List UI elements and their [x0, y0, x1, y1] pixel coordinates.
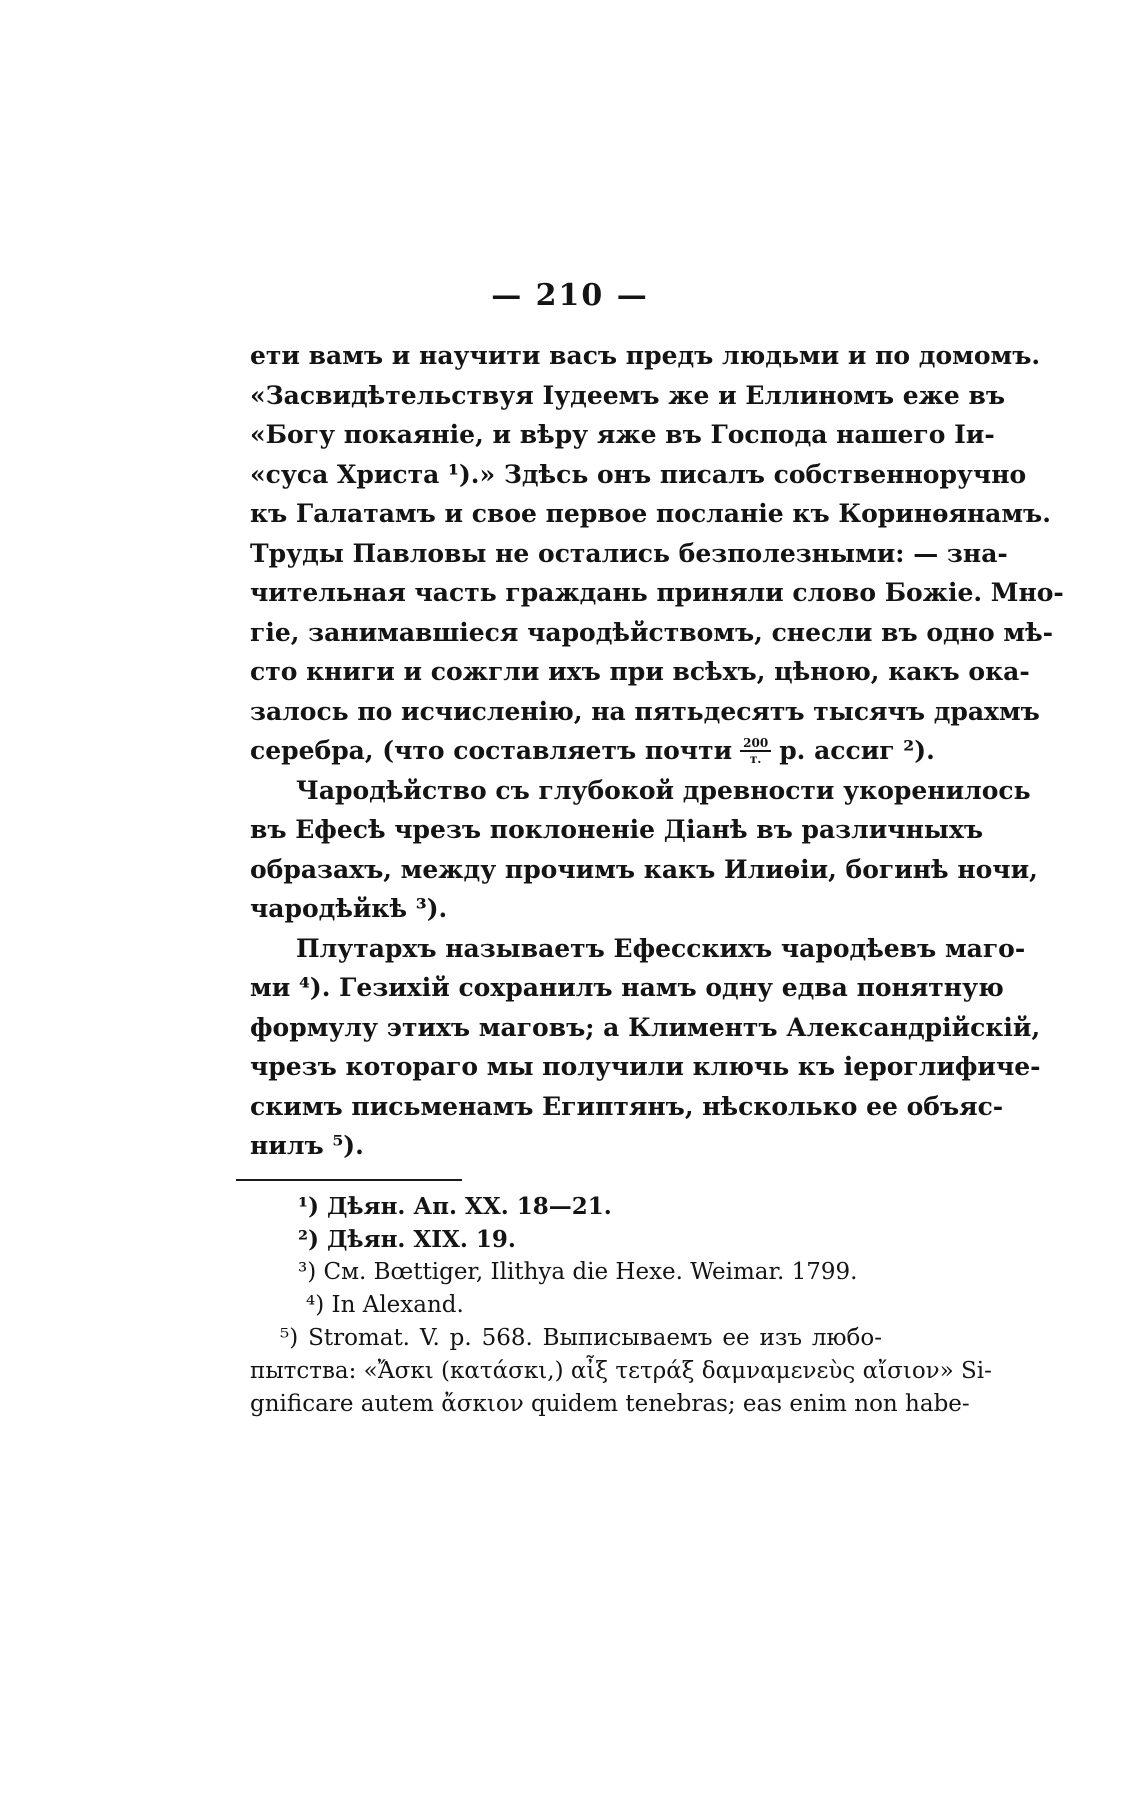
text-line: «Засвидѣтельствуя Іудеемъ же и Еллиномъ еже въ [250, 380, 1006, 410]
text-line: скимъ письменамъ Египтянъ, нѣсколько ее объяс- [250, 1091, 1004, 1121]
footnote-divider [236, 1179, 462, 1181]
footnote-5-continuation: gnificare autem ἄσκιον quidem tenebras; eas enim non habe- [250, 1391, 970, 1417]
text-line: чрезъ котораго мы получили ключь къ іероглифиче- [250, 1052, 1041, 1081]
text-line: ети вамъ и научити васъ предъ людьми и по домомъ. [250, 341, 1041, 370]
text-line: сто книги и сожгли ихъ при всѣхъ, цѣною, какъ ока- [250, 657, 1030, 686]
text-line: формулу этихъ маговъ; а Климентъ Александрійскій, [250, 1012, 1041, 1042]
paragraph-3 [250, 929, 1041, 1166]
text-line: Труды Павловы не остались безполезными: — зна- [250, 538, 1008, 568]
text-line: залось по исчисленію, на пятьдесятъ тысячъ драхмъ [250, 696, 1040, 726]
text-line: Плутархъ называетъ Ефесскихъ чародѣевъ маго- [296, 933, 1026, 963]
footnote-2: ²) Дѣян. XIX. 19. [298, 1226, 516, 1253]
text-line: нилъ ⁵). [250, 1131, 364, 1160]
footnote-5-continuation: пытства: «Ἄσκι (κατάσκι,) αἶξ τετράξ δαμναμενεὺς αἴσιον» Si- [250, 1358, 992, 1384]
text-line: «суса Христа ¹).» Здѣсь онъ писалъ собственноручно [250, 459, 1027, 489]
footnote-5: ⁵) Stromat. V. p. 568. Выписываемъ ее изъ любо- [280, 1325, 882, 1351]
text-line: чародѣйкѣ ³). [250, 894, 448, 923]
text-line: чительная часть граждань приняли слово Божіе. Мно- [250, 578, 1064, 607]
text-line: въ Ефесѣ чрезъ поклоненіе Діанѣ въ различныхъ [250, 815, 984, 844]
paragraph-2 [250, 771, 1038, 929]
footnote-4: ⁴) In Alexand. [306, 1292, 464, 1318]
text-line: гіе, занимавшіеся чародѣйствомъ, снесли въ одно мѣ- [250, 617, 1054, 647]
fraction-line-after: р. ассиг ²). [779, 736, 935, 765]
text-line: «Богу покаяніе, и вѣру яже въ Господа нашего Іи- [250, 420, 995, 449]
text-line: ми ⁴). Гезихій сохранилъ намъ одну едва понятную [250, 973, 1004, 1002]
fraction [740, 737, 771, 765]
footnote-3: ³) См. Bœttiger, Ilithya die Hexe. Weimar. 1799. [298, 1259, 858, 1285]
text-line: образахъ, между прочимъ какъ Илиѳіи, богинѣ ночи, [250, 854, 1038, 884]
footnote-1: ¹) Дѣян. Ап. XX. 18—21. [298, 1193, 612, 1220]
fraction-numerator: 200 [740, 737, 771, 752]
fraction-denominator: т. [749, 751, 762, 766]
text-line: Чародѣйство съ глубокой древности укоренилось [296, 775, 1031, 805]
text-line: къ Галатамъ и свое первое посланіе къ Коринѳянамъ. [250, 499, 1051, 528]
fraction-line-before: серебра, (что составляетъ почти [250, 736, 733, 765]
footnotes [250, 1190, 992, 1421]
main-text [250, 336, 1064, 1166]
paragraph-1 [250, 336, 1064, 771]
fraction-line [250, 731, 935, 771]
page-number: — 210 — [491, 278, 649, 313]
